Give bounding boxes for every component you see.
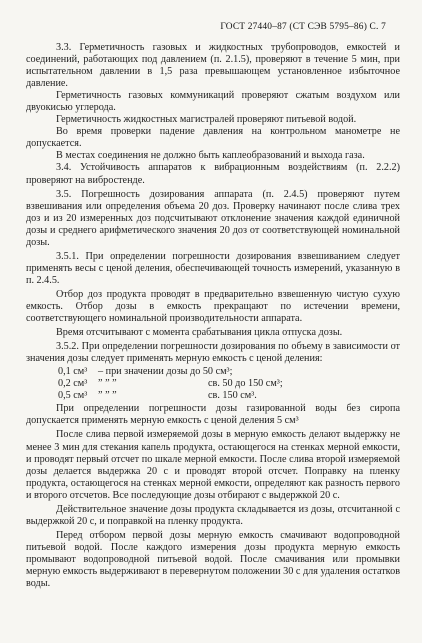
- dose-volume: 0,1 см³: [58, 366, 88, 378]
- paragraph: 3.5.2. При определении погрешности дозирования по объему в зависимости от значения дозы следует применять мерную емкость с ценой деления:: [26, 341, 400, 365]
- dose-row: [58, 390, 400, 402]
- dose-list: [58, 366, 400, 402]
- paragraph: Во время проверки падение давления на контрольном манометре не допускается.: [26, 126, 400, 150]
- paragraph: 3.5. Погрешность дозирования аппарата (п. 2.4.5) проверяют путем взвешивания или определения объема 20 доз. Проверку начинают после слива трех доз и из 20 измеренных доз подсчитывают отклонение значения каждой единичной дозы и среднего арифметического значения 20 доз от соответствующей номинальной дозы.: [26, 188, 400, 248]
- page-header: ГОСТ 27440–87 (СТ СЭВ 5795–86) С. 7: [220, 22, 386, 32]
- dose-row: [58, 366, 400, 378]
- paragraph: Герметичность жидкостных магистралей проверяют питьевой водой.: [56, 114, 357, 126]
- paragraph: Перед отбором первой дозы мерную емкость смачивают водопроводной питьевой водой. После каждого измерения дозы продукта мерную емкость промывают водопроводной питьевой водой. После смачивания или промывки мерную емкость выдерживают в перевернутом положении 30 с для удаления остатков воды.: [26, 529, 400, 590]
- paragraph: Отбор доз продукта проводят в предварительно взвешенную чистую сухую емкость. Отбор дозы в емкость прекращают по истечении времени, соответствующего номинальной производительности аппарата.: [26, 288, 400, 325]
- paragraph: 3.4. Устойчивость аппаратов к вибрационным воздействиям (п. 2.2.2) проверяют на вибростенде.: [26, 162, 400, 186]
- dose-condition: – при значении дозы до 50 см³;: [98, 366, 233, 378]
- paragraph: В местах соединения не должно быть каплеобразований и выхода газа.: [56, 150, 365, 162]
- dose-volume: 0,2 см³: [58, 378, 88, 390]
- dose-condition: ” ” ”: [98, 378, 117, 390]
- dose-range: св. 50 до 150 см³;: [208, 378, 283, 390]
- paragraph: 3.5.1. При определении погрешности дозирования взвешиванием следует применять весы с ценой деления, обеспечивающей точность измерений, указанную в п. 2.4.5.: [26, 250, 400, 286]
- paragraph: Действительное значение дозы продукта складывается из дозы, отсчитанной с выдержкой 20 с, и поправкой на пленку продукта.: [26, 503, 400, 527]
- dose-condition: ” ” ”: [98, 390, 117, 402]
- paragraph: 3.3. Герметичность газовых и жидкостных трубопроводов, емкостей и соединений, работающих под давлением (п. 2.1.5), проверяют в течение 5 мин, при испытательном давлении в 1,5 раза превышающем установленное избыточное давление.: [26, 42, 400, 90]
- paragraph: При определении погрешности дозы газированной воды без сиропа допускается применять мерную емкость с ценой деления 5 см³: [26, 403, 400, 427]
- dose-volume: 0,5 см³: [58, 390, 88, 402]
- dose-range: св. 150 см³.: [208, 390, 257, 402]
- dose-row: [58, 378, 400, 390]
- paragraph: Время отсчитывают с момента срабатывания цикла отпуска дозы.: [56, 327, 343, 339]
- paragraph: После слива первой измеряемой дозы в мерную емкость делают выдержку не менее 3 мин для стекания капель продукта, остающегося на стенках мерной емкости, и проводят первый отсчет по шкале мерной емкости. После слива второй измеряемой дозы делается выдержка 20 с и проводят второй отсчет. Поправку на пленку продукта, остающегося на стенках мерной емкости, определяют как разность первого и второго отсчетов. Все последующие дозы отбирают с выдержкой 20 с.: [26, 429, 400, 501]
- paragraph: Герметичность газовых коммуникаций проверяют сжатым воздухом или двуокисью углерода.: [26, 90, 400, 114]
- document-body: [26, 42, 400, 590]
